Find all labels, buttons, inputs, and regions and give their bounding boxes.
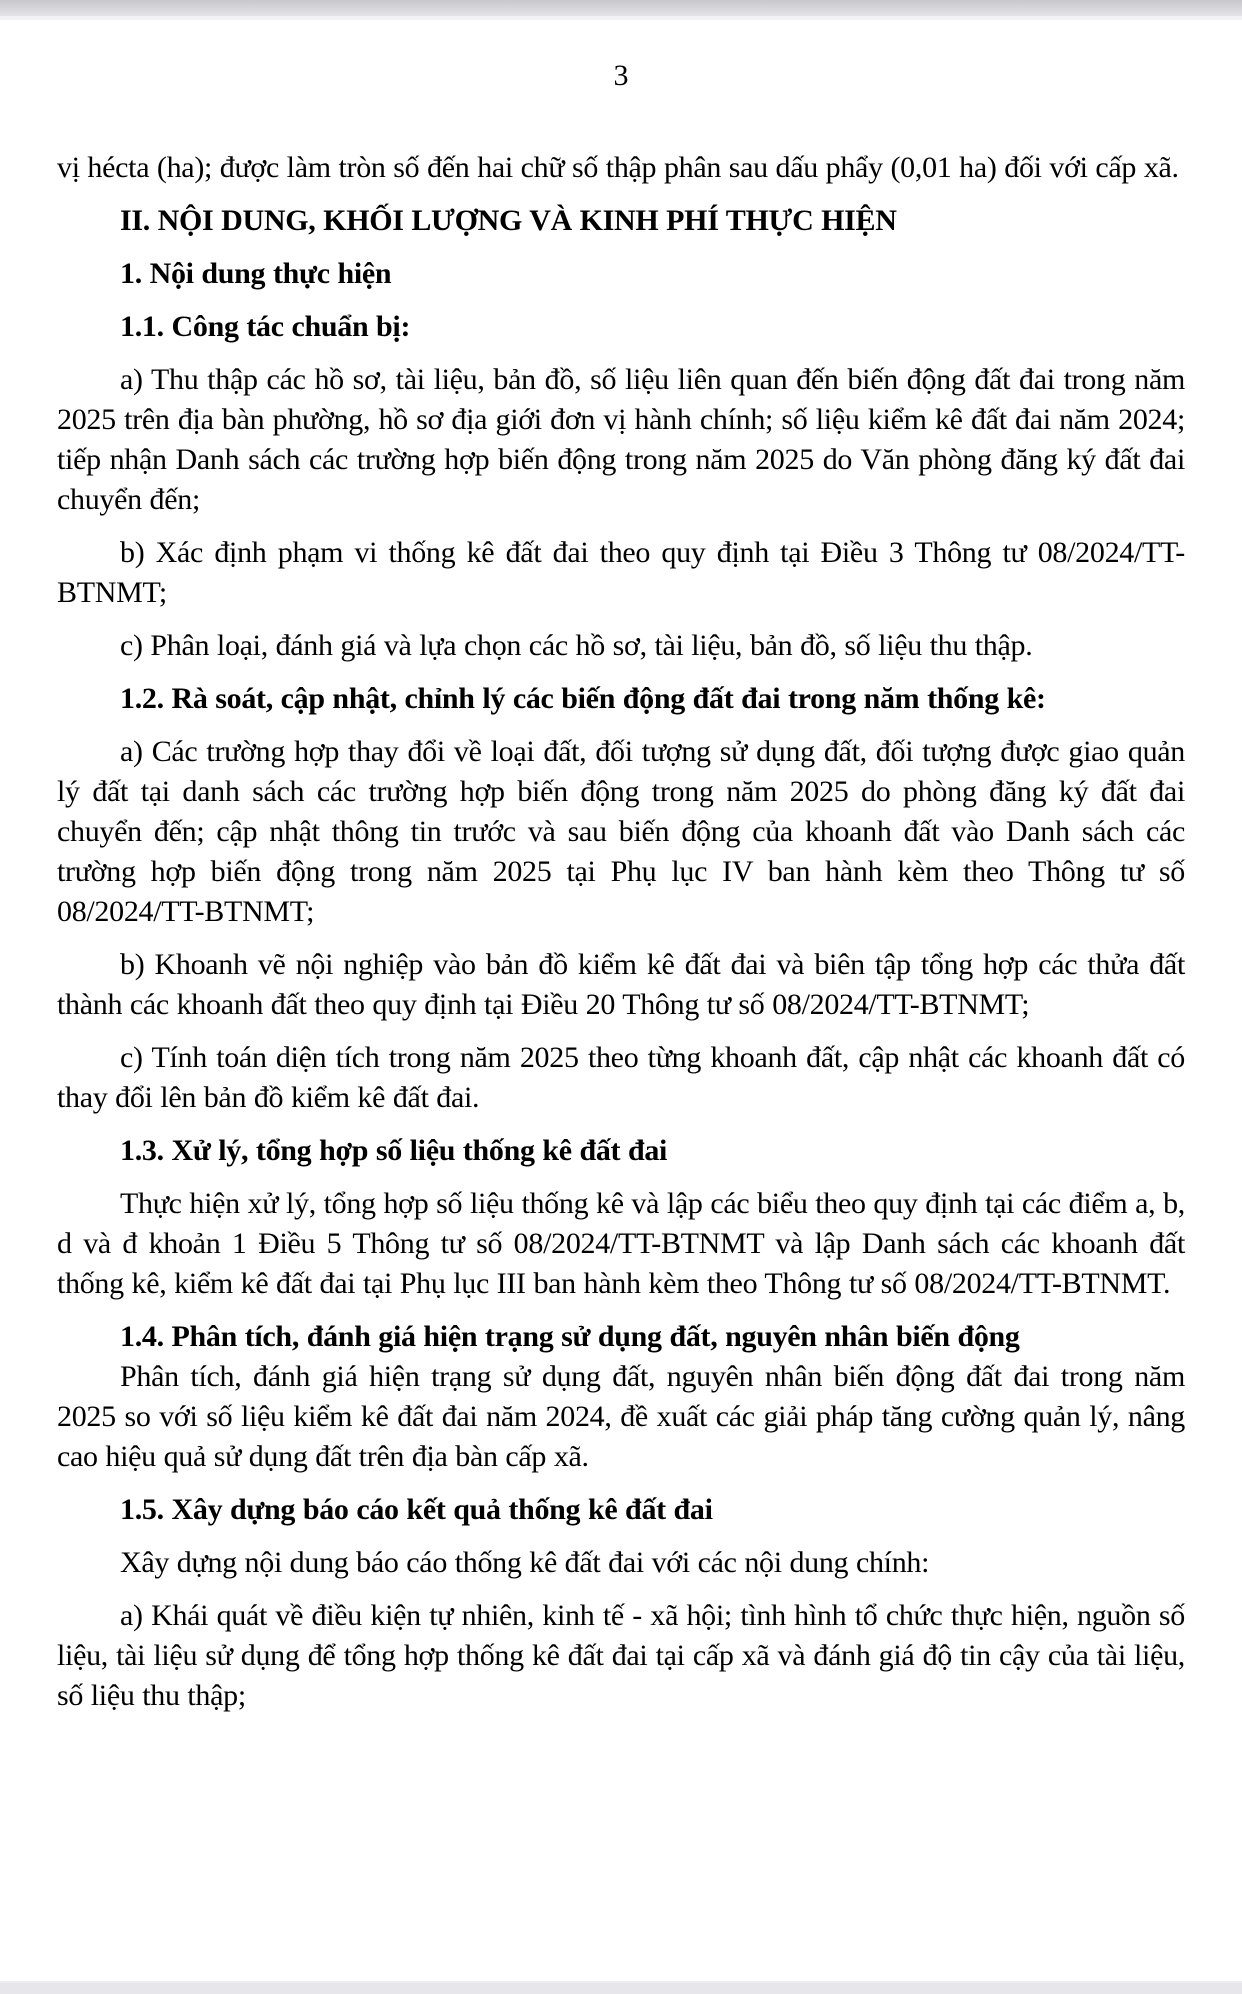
- paragraph: a) Khái quát về điều kiện tự nhiên, kinh tế - xã hội; tình hình tổ chức thực hiện, nguồn số liệu, tài liệu sử dụng để tổng hợp thống kê đất đai tại cấp xã và đánh giá độ tin cậy của tài liệu, số liệu thu thập;: [57, 1599, 1185, 1712]
- paragraph: c) Phân loại, đánh giá và lựa chọn các hồ sơ, tài liệu, bản đồ, số liệu thu thập.: [120, 629, 1033, 662]
- paragraph: a) Thu thập các hồ sơ, tài liệu, bản đồ, số liệu liên quan đến biến động đất đai trong năm 2025 trên địa bàn phường, hồ sơ địa giới đơn vị hành chính; số liệu kiểm kê đất đai năm 2024; tiếp nhận Danh sách các trường hợp biến động trong năm 2025 do Văn phòng đăng ký đất đai chuyển đến;: [57, 363, 1185, 516]
- section-heading: 1.5. Xây dựng báo cáo kết quả thống kê đất đai: [120, 1493, 713, 1526]
- paragraph: a) Các trường hợp thay đổi về loại đất, đối tượng sử dụng đất, đối tượng được giao quản lý đất tại danh sách các trường hợp biến động trong năm 2025 do phòng đăng ký đất đai chuyển đến; cập nhật thông tin trước và sau biến động của khoanh đất vào Danh sách các trường hợp biến động trong năm 2025 tại Phụ lục IV ban hành kèm theo Thông tư số 08/2024/TT-BTNMT;: [57, 735, 1185, 928]
- paragraph: vị hécta (ha); được làm tròn số đến hai chữ số thập phân sau dấu phẩy (0,01 ha) đối với cấp xã.: [57, 151, 1179, 184]
- document-body: [57, 148, 1185, 1716]
- section-heading: 1. Nội dung thực hiện: [120, 257, 392, 290]
- paragraph: b) Khoanh vẽ nội nghiệp vào bản đồ kiểm kê đất đai và biên tập tổng hợp các thửa đất thành các khoanh đất theo quy định tại Điều 20 Thông tư số 08/2024/TT-BTNMT;: [57, 948, 1185, 1021]
- paragraph: Thực hiện xử lý, tổng hợp số liệu thống kê và lập các biểu theo quy định tại các điểm a, b, d và đ khoản 1 Điều 5 Thông tư số 08/2024/TT-BTNMT và lập Danh sách các khoanh đất thống kê, kiểm kê đất đai tại Phụ lục III ban hành kèm theo Thông tư số 08/2024/TT-BTNMT.: [57, 1187, 1185, 1300]
- viewer-top-bar: [0, 0, 1242, 20]
- document-page: [0, 20, 1242, 1982]
- paragraph: Phân tích, đánh giá hiện trạng sử dụng đất, nguyên nhân biến động đất đai trong năm 2025 so với số liệu kiểm kê đất đai năm 2024, đề xuất các giải pháp tăng cường quản lý, nâng cao hiệu quả sử dụng đất trên địa bàn cấp xã.: [57, 1360, 1185, 1473]
- page-number: 3: [613, 59, 629, 92]
- paragraph: b) Xác định phạm vi thống kê đất đai theo quy định tại Điều 3 Thông tư 08/2024/TT-BTNMT;: [57, 536, 1185, 609]
- viewer-bottom-bar: [0, 1981, 1242, 1994]
- section-heading: 1.1. Công tác chuẩn bị:: [120, 310, 411, 343]
- section-heading: 1.4. Phân tích, đánh giá hiện trạng sử dụng đất, nguyên nhân biến động: [120, 1320, 1020, 1353]
- section-heading: 1.2. Rà soát, cập nhật, chỉnh lý các biến động đất đai trong năm thống kê:: [120, 682, 1046, 715]
- paragraph: c) Tính toán diện tích trong năm 2025 theo từng khoanh đất, cập nhật các khoanh đất có thay đổi lên bản đồ kiểm kê đất đai.: [57, 1041, 1185, 1114]
- paragraph: Xây dựng nội dung báo cáo thống kê đất đai với các nội dung chính:: [120, 1546, 930, 1579]
- section-heading: II. NỘI DUNG, KHỐI LƯỢNG VÀ KINH PHÍ THỰC HIỆN: [120, 204, 897, 237]
- section-heading: 1.3. Xử lý, tổng hợp số liệu thống kê đất đai: [120, 1134, 668, 1167]
